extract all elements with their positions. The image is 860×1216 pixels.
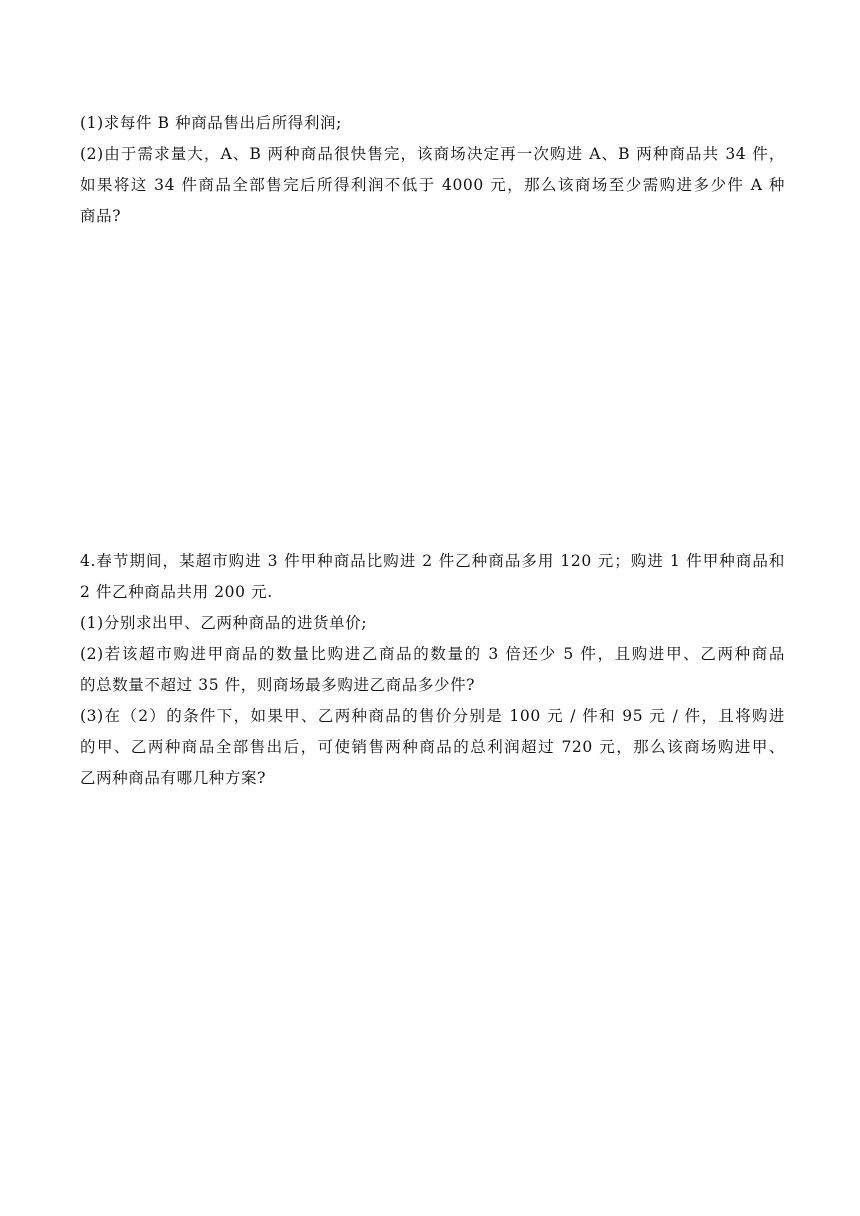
q3-part2-line1: (2)由于需求量大，A、B 两种商品很快售完，该商场决定再一次购进 A、B 两种商品共 34 件， xyxy=(80,145,785,163)
q3-part2-line2: 如果将这 34 件商品全部售完后所得利润不低于 4000 元，那么该商场至少需购进多少件 A 种 xyxy=(80,176,785,194)
q3-part2-line3: 商品? xyxy=(80,207,122,225)
q4-part2-line2: 的总数量不超过 35 件，则商场最多购进乙商品多少件? xyxy=(80,676,476,694)
q4-part2-line1: (2)若该超市购进甲商品的数量比购进乙商品的数量的 3 倍还少 5 件，且购进甲、乙两种商品 xyxy=(80,645,785,663)
q4-part3-line2: 的甲、乙两种商品全部售出后，可使销售两种商品的总利润超过 720 元，那么该商场购进甲、 xyxy=(80,738,785,756)
q3-part1-text: (1)求每件 B 种商品售出后所得利润; xyxy=(80,114,342,132)
q4-stem-line1: 4.春节期间，某超市购进 3 件甲种商品比购进 2 件乙种商品多用 120 元；购进 1 件甲种商品和 xyxy=(80,552,785,570)
q4-part3-line3: 乙两种商品有哪几种方案? xyxy=(80,769,267,787)
q4-part3-line1: (3)在（2）的条件下，如果甲、乙两种商品的售价分别是 100 元 / 件和 95 元 / 件，且将购进 xyxy=(80,707,785,725)
question-3-continuation xyxy=(80,108,785,232)
q4-part1-text: (1)分别求出甲、乙两种商品的进货单价; xyxy=(80,614,368,632)
question-4 xyxy=(80,546,785,794)
q4-stem-line2: 2 件乙种商品共用 200 元. xyxy=(80,583,273,601)
